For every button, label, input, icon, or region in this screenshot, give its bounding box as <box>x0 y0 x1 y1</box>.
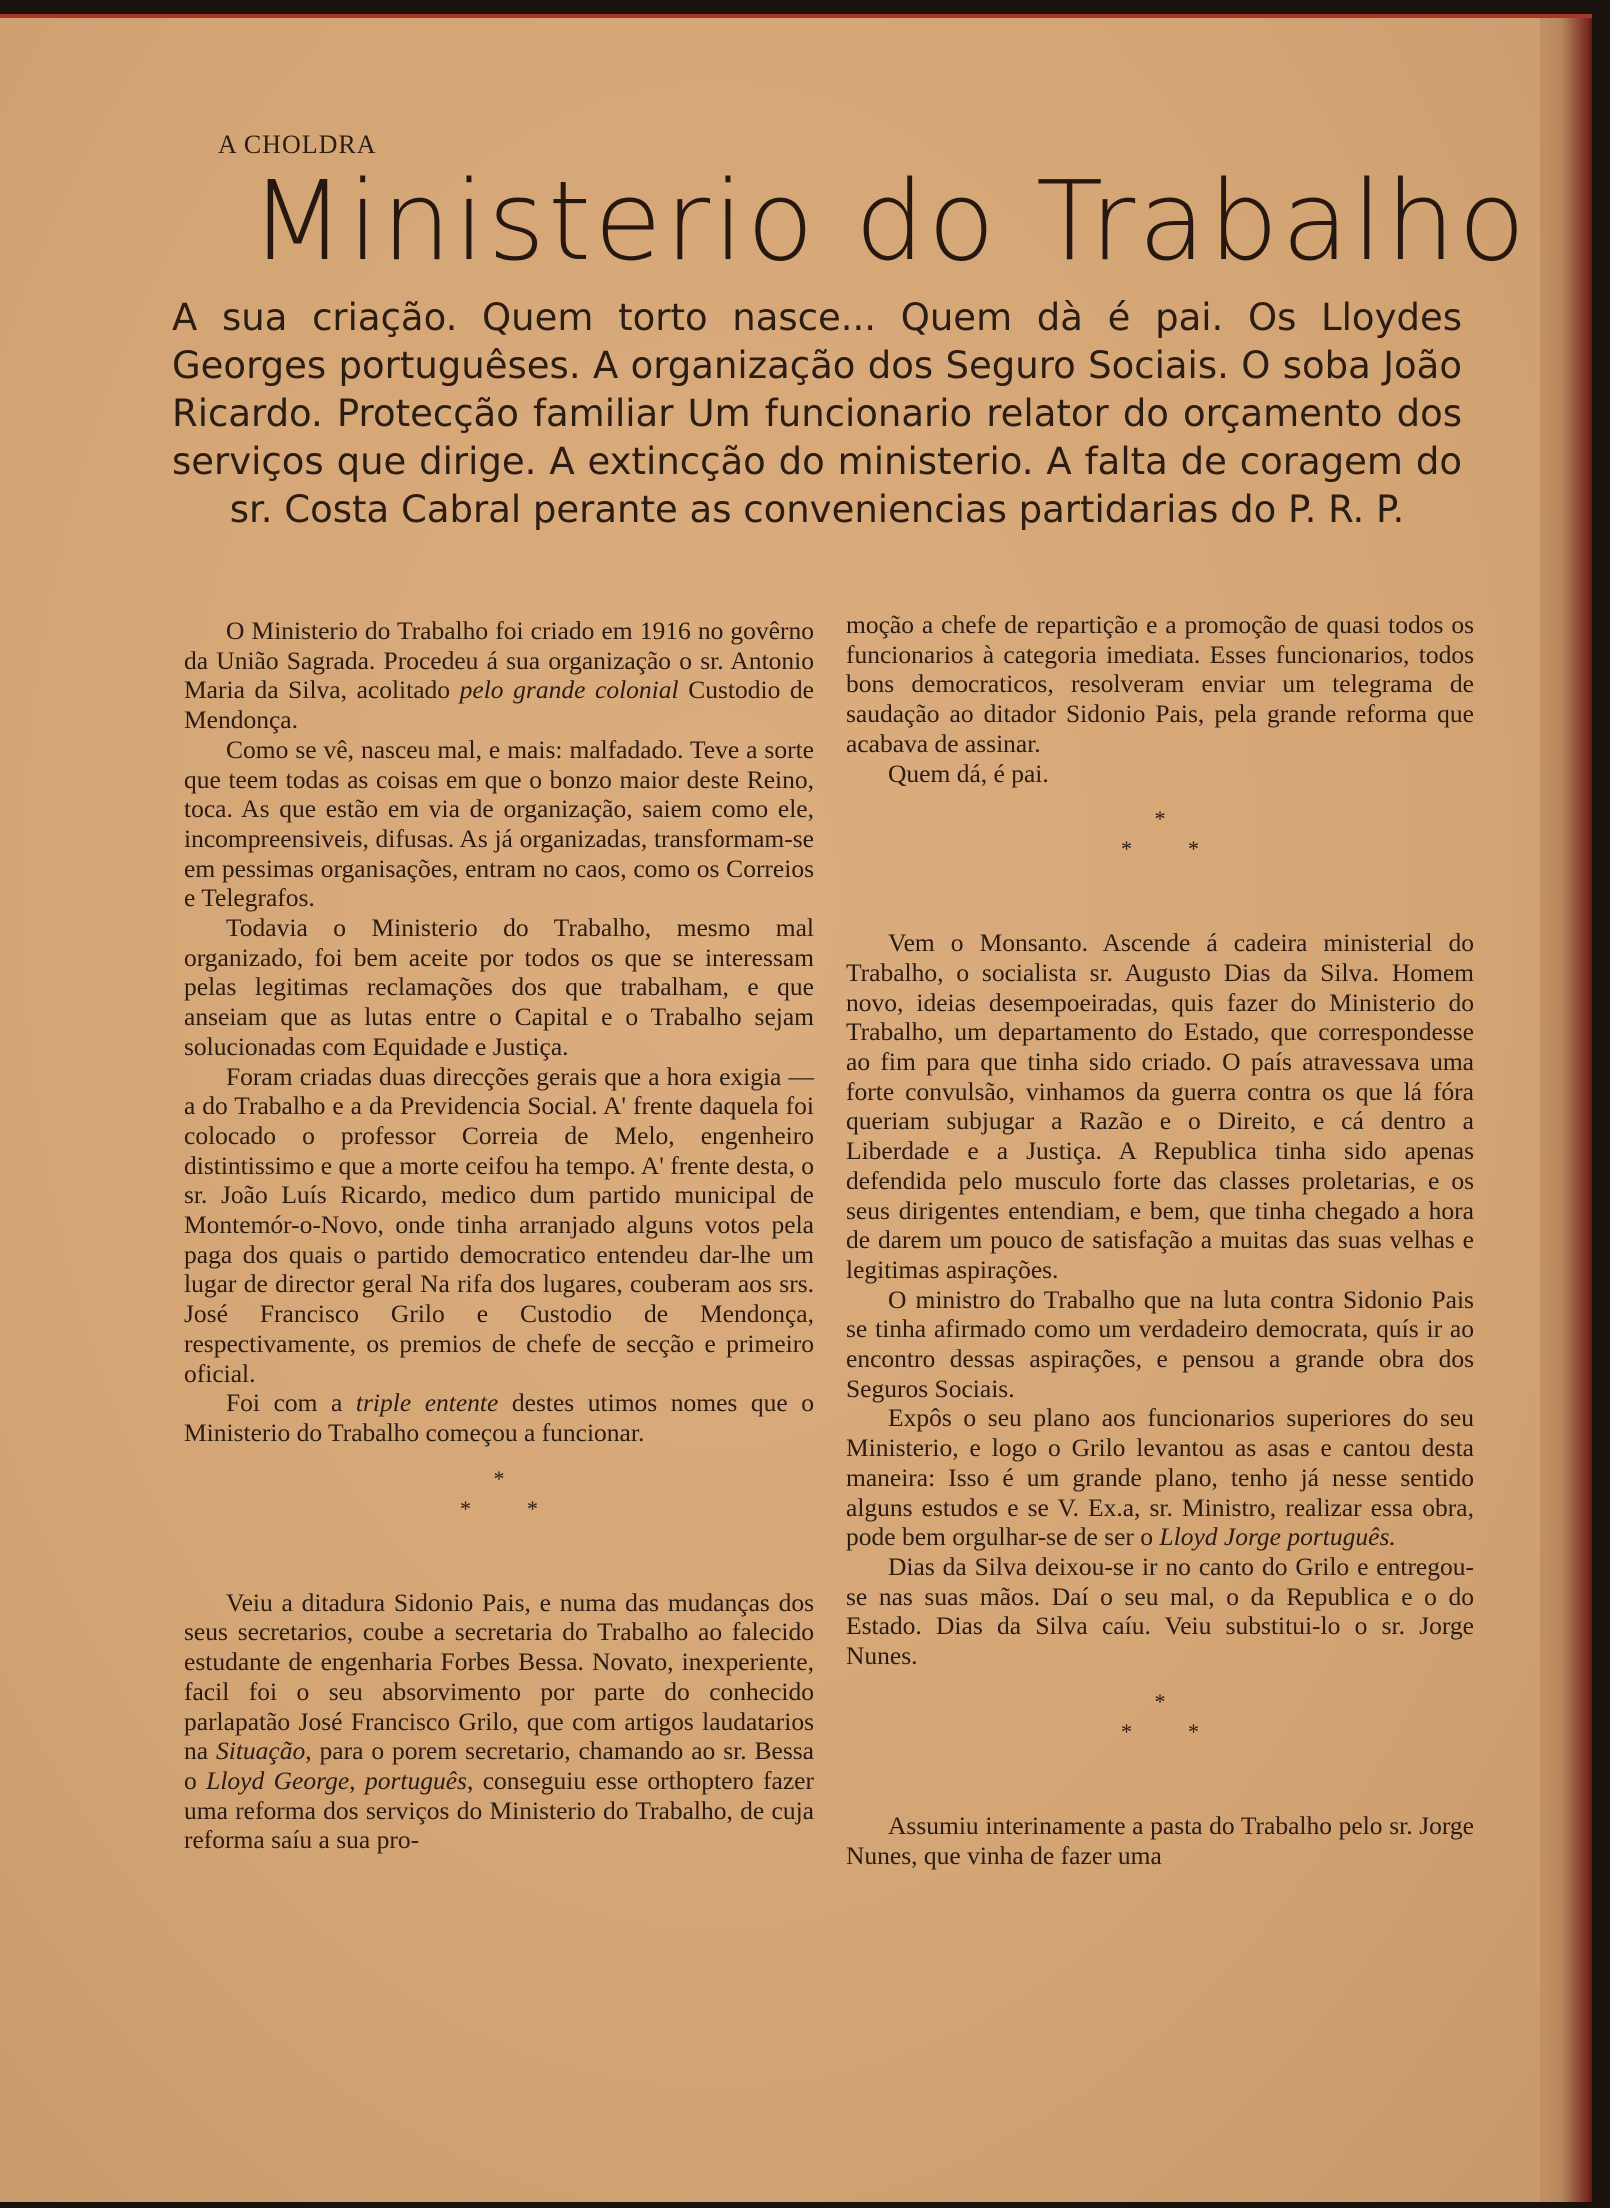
newspaper-page <box>0 14 1592 2202</box>
paragraph: Veiu a ditadura Sidonio Pais, e numa das mudanças dos seus secretarios, coube a secretaria do Trabalho ao falecido estudante de engenharia Forbes Bessa. Novato, inexperiente, facil foi o seu absorvimento por parte do conhecido parlapatão José Francisco Grilo, que com artigos laudatarios na Situação, para o porem secretario, chamando ao sr. Bessa o Lloyd George, português, conseguiu esse orthoptero fazer uma reforma dos serviços do Ministerio do Trabalho, de cuja reforma saíu a sua pro- <box>184 1587 814 1855</box>
paragraph: Como se vê, nasceu mal, e mais: malfadado. Teve a sorte que teem todas as coisas em que o bonzo maior deste Reino, toca. As que estão em via de organização, saiem como ele, incompreensiveis, difusas. As já organizadas, transformam-se em pessimas organisações, entram no caos, como os Correios e Telegrafos. <box>184 734 814 913</box>
page-gutter <box>1540 18 1592 2202</box>
paragraph: Todavia o Ministerio do Trabalho, mesmo mal organizado, foi bem aceite por todos os que se interessam pelas legitimas reclamações dos que trabalham, e que anseiam que as lutas entre o Capital e o Trabalho sejam solucionadas com Equidade e Justiça. <box>184 913 814 1061</box>
section-divider: * * * <box>460 1465 538 1521</box>
article-subtitle: A sua criação. Quem torto nasce... Quem dà é pai. Os Lloydes Georges portuguêses. A organização dos Seguro Sociais. O soba João Ricardo. Protecção familiar Um funcionario relator do orçamento dos serviços que dirige. A extincção do ministerio. A falta de coragem do sr. Costa Cabral perante as conveniencias partidarias do P. R. P. <box>172 296 1462 531</box>
article-title: Ministerio do Trabalho <box>250 157 1529 285</box>
paragraph: Foram criadas duas direcções gerais que a hora exigia — a do Trabalho e a da Previdencia Social. A' frente daquela foi colocado o professor Correia de Melo, engenheiro distintissimo e que a morte ceifou ha tempo. A' frente desta, o sr. João Luís Ricardo, medico dum partido municipal de Montemór-o-Novo, onde tinha arranjado alguns votos pela paga dos quais o partido democratico entendeu dar-lhe um lugar de director geral Na rifa dos lugares, couberam aos srs. José Francisco Grilo e Custodio de Mendonça, respectivamente, os premios de chefe de secção e primeiro oficial. <box>184 1061 814 1388</box>
right-column <box>846 610 1474 1870</box>
section-divider: * * * <box>1121 1688 1199 1744</box>
paragraph: Expôs o seu plano aos funcionarios superiores do seu Ministerio, e logo o Grilo levantou as asas e cantou desta maneira: Isso é um grande plano, tenho já nesse sentido alguns estudos e se V. Ex.a, sr. Ministro, realizar essa obra, pode bem orgulhar-se de ser o Lloyd Jorge português. <box>846 1403 1474 1552</box>
paragraph: Assumiu interinamente a pasta do Trabalho pelo sr. Jorge Nunes, que vinha de fazer uma <box>846 1810 1474 1870</box>
paragraph: Dias da Silva deixou-se ir no canto do Grilo e entregou-se nas suas mãos. Daí o seu mal, o da Republica e o do Estado. Dias da Silva caíu. Veiu substitui-lo o sr. Jorge Nunes. <box>846 1551 1474 1671</box>
publication-name: A CHOLDRA <box>218 130 377 159</box>
paragraph: O Ministerio do Trabalho foi criado em 1916 no govêrno da União Sagrada. Procedeu á sua organização o sr. Antonio Maria da Silva, acolitado pelo grande colonial Custodio de Mendonça. <box>184 616 815 735</box>
paragraph: Foi com a triple entente destes utimos nomes que o Ministerio do Trabalho começou a funcionar. <box>184 1388 815 1447</box>
paragraph: moção a chefe de repartição e a promoção de quasi todos os funcionarios à categoria imediata. Esses funcionarios, todos bons democraticos, resolveram enviar um telegrama de saudação ao ditador Sidonio Pais, pela grande reforma que acabava de assinar. <box>846 610 1474 758</box>
left-column <box>184 616 814 1855</box>
paragraph: Quem dá, é pai. <box>888 758 1049 788</box>
paragraph: Vem o Monsanto. Ascende á cadeira ministerial do Trabalho, o socialista sr. Augusto Dias da Silva. Homem novo, ideias desempoeiradas, quis fazer do Ministerio do Trabalho, um departamento do Estado, que correspondesse ao fim para que tinha sido criado. O país atravessava uma forte convulsão, vinhamos da guerra contra os que lá fóra queriam subjugar a Razão e o Direito, e cá dentro a Liberdade e a Justiça. A Republica tinha sido apenas defendida pelo musculo forte das classes proletarias, e os seus dirigentes entendiam, e bem, que tinha chegado a hora de darem um pouco de satisfação a muitas das suas velhas e legitimas aspirações. <box>846 928 1474 1284</box>
paragraph: O ministro do Trabalho que na luta contra Sidonio Pais se tinha afirmado como um verdadeiro democrata, quís ir ao encontro dessas aspirações, e pensou a grande obra dos Seguros Sociais. <box>846 1284 1474 1403</box>
section-divider: * * * <box>1121 806 1199 862</box>
